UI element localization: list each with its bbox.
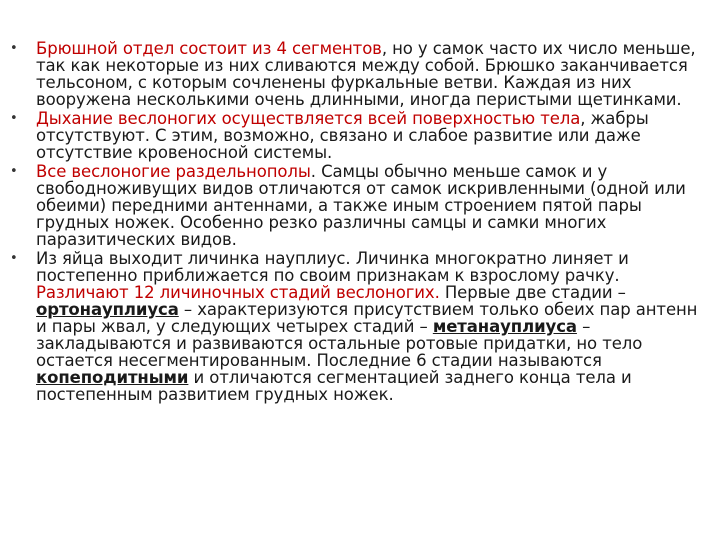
paragraph-text: Первые две стадии –: [439, 283, 626, 302]
paragraph-text: , но у самок часто их число меньше, так как некоторые из них сливаются между собой. Брюшко заканчивается тельсоном, с которым сочленены фуркальные ветви. Каждая из них вооружена несколькими очень длинными, иногда перистыми щетинками.: [36, 39, 696, 109]
highlight-text: Дыхание веслоногих осуществляется всей поверхностью тела: [36, 109, 581, 128]
bullet-item-1: [10, 40, 700, 108]
paragraph-text: – закладываются и развиваются остальные ротовые придатки, но тело остается несегментированным. Последние 6 стадии называются: [36, 317, 643, 370]
bullet-item-4: [10, 250, 700, 403]
term-metanauplius: метанауплиуса: [432, 317, 577, 336]
highlight-text: Различают 12 личиночных стадий веслоногих.: [36, 283, 440, 302]
bullet-item-2: [10, 110, 700, 161]
paragraph-text: и отличаются сегментацией заднего конца тела и постепенным развитием грудных ножек.: [36, 368, 632, 404]
bullet-item-3: [10, 163, 700, 248]
paragraph-text: Из яйца выходит личинка науплиус. Личинка многократно линяет и постепенно приближается по своим признакам к взрослому рачку.: [36, 249, 629, 285]
paragraph-text: , жабры отсутствуют. С этим, возможно, связано и слабое развитие или даже отсутствие кровеносной системы.: [36, 109, 649, 162]
paragraph-text: . Самцы обычно меньше самок и у свободноживущих видов отличаются от самок искривленными (одной или обеими) передними антеннами, а также иным строением пятой пары грудных ножек. Особенно резко различны самцы и самки многих паразитических видов.: [36, 162, 686, 249]
highlight-text: Брюшной отдел состоит из 4 сегментов: [36, 39, 382, 58]
highlight-text: Все веслоногие раздельнополы: [36, 162, 311, 181]
bullet-list: [10, 40, 700, 405]
bullet-icon: •: [10, 111, 18, 126]
bullet-icon: •: [10, 251, 18, 266]
paragraph-text: – характеризуются присутствием только обеих пар антенн и пары жвал, у следующих четырех стадий –: [36, 300, 698, 336]
bullet-icon: •: [10, 41, 18, 56]
bullet-icon: •: [10, 164, 18, 179]
term-copepodite: копеподитными: [36, 368, 189, 387]
term-orthonauplius: ортонауплиуса: [36, 300, 179, 319]
